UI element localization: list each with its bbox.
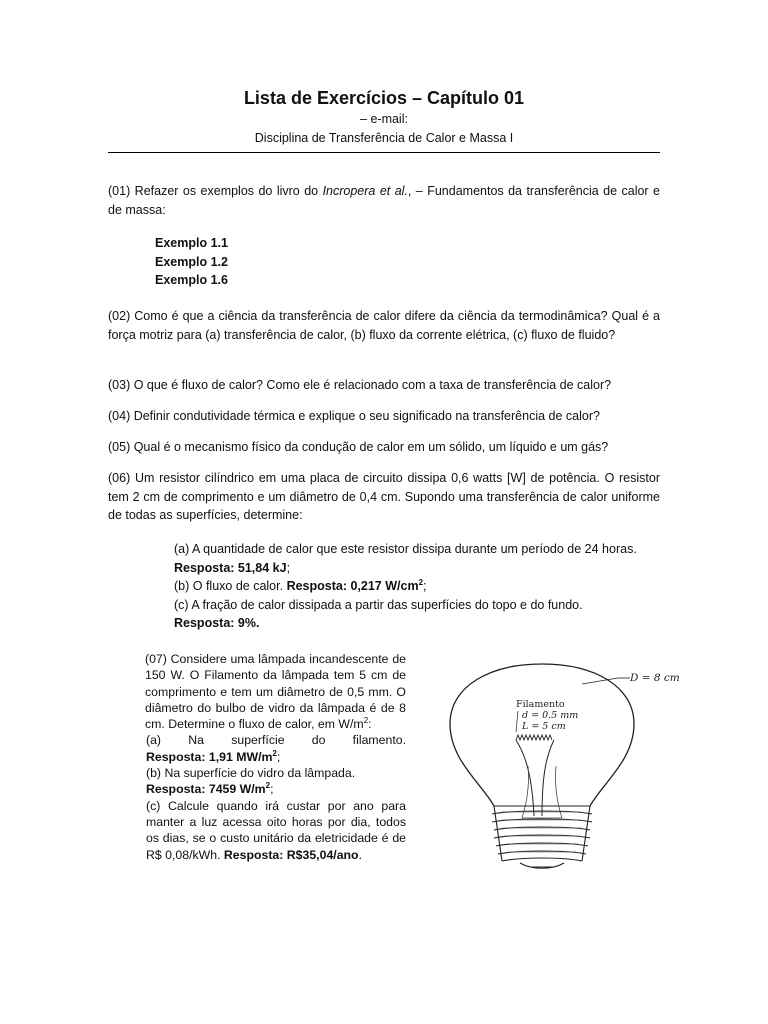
question-05: (05) Qual é o mecanismo físico da condução de calor em um sólido, um líquido e um gás? — [108, 440, 609, 454]
q07-intro-tail: : — [368, 717, 372, 732]
question-01 — [108, 182, 660, 219]
light-bulb-figure — [442, 656, 680, 874]
q07-b-exponent: 2 — [265, 781, 271, 791]
support-wire-right — [542, 740, 554, 816]
header-divider — [108, 152, 660, 153]
q07-b-answer: Resposta: 7459 W/m — [146, 782, 266, 797]
q07-b-text: (b) Na superfície do vidro da lâmpada. — [146, 766, 356, 781]
q07-c-answer: Resposta: R$35,04/ano — [223, 847, 359, 862]
q06-b-answer: Resposta: 0,217 W/cm — [286, 579, 419, 593]
label-filament: Filamento — [516, 699, 565, 710]
q06-b-exponent: 2 — [418, 577, 424, 587]
q07-item-b — [146, 765, 406, 798]
q07-c-tail: . — [358, 847, 362, 862]
q06-b-text: (b) O fluxo de calor. — [174, 579, 287, 593]
question-04: (04) Definir condutividade térmica e explique o seu significado na transferência de calor? — [108, 409, 600, 423]
q07-intro — [145, 651, 406, 732]
q07-b-tail: ; — [270, 782, 274, 797]
question-02: (02) Como é que a ciência da transferência de calor difere da ciência da termodinâmica? Qual é a força motriz para (a) transferência de calor, (b) fluxo da corrente elétrica, (c) fluxo de fluido? — [108, 309, 660, 342]
q07-a-tail: ; — [276, 749, 281, 764]
q06-c-text: (c) A fração de calor dissipada a partir das superfícies do topo e do fundo. — [174, 597, 583, 612]
label-diameter: D = 8 cm — [630, 672, 680, 684]
page-title: Lista de Exercícios – Capítulo 01 — [243, 88, 525, 108]
q06-b-tail: ; — [423, 579, 427, 593]
q01-text-a: (01) Refazer os exemplos do livro do — [108, 184, 323, 198]
question-07 — [146, 651, 406, 863]
email-line: – e-mail: — [360, 112, 408, 126]
q06-c-answer: Resposta: 9%. — [174, 616, 260, 630]
label-filament-length: L = 5 cm — [522, 721, 566, 732]
q01-book-author: Incropera et al. — [322, 184, 408, 198]
q06-item-c — [174, 596, 660, 633]
q06-item-b — [174, 577, 660, 596]
filament-coil — [516, 735, 552, 740]
q07-c-text: (c) Calcule quando irá custar por ano para manter a luz acessa oito horas por dia, todos os dias, se o custo unitário da eletricidade é de R$ 0,08/kWh. — [146, 798, 406, 862]
q06-item-a — [174, 540, 660, 577]
q07-intro-exponent: 2 — [363, 716, 369, 726]
support-wire-left — [516, 740, 534, 816]
q06-a-text: (a) A quantidade de calor que este resistor dissipa durante um período de 24 horas. — [174, 542, 637, 556]
q06-a-answer: Resposta: 51,84 kJ — [174, 560, 287, 575]
question-06: (06) Um resistor cilíndrico em uma placa de circuito dissipa 0,6 watts [W] de potência. O resistor tem 2 cm de comprimento e um diâmetro de 0,4 cm. Supondo uma transferência de calor uniforme de todas as superfícies, determine: — [108, 471, 660, 522]
q06-a-tail: ; — [286, 560, 291, 575]
q07-a-text: (a) Na superfície do filamento. — [146, 733, 406, 748]
discipline-line: Disciplina de Transferência de Calor e Massa I — [254, 131, 514, 145]
q07-a-exponent: 2 — [272, 748, 277, 758]
q01-text-b: , – Fundamentos da transferência de calor e de massa: — [108, 184, 660, 217]
example-list — [155, 234, 228, 290]
q07-item-a — [146, 732, 406, 765]
filament-leader — [516, 711, 518, 732]
list-item: Exemplo 1.6 — [155, 273, 228, 287]
q07-intro-text: (07) Considere uma lâmpada incandescente de 150 W. O Filamento da lâmpada tem 5 cm de comprimento e tem um diâmetro de 0,5 mm. O diâmetro do bulbo de vidro da lâmpada é de 8 cm. Determine o fluxo de calor, em W/m — [145, 652, 406, 732]
q07-item-c — [146, 798, 406, 863]
q07-a-answer: Resposta: 1,91 MW/m — [146, 749, 273, 764]
document-header — [108, 86, 660, 148]
list-item: Exemplo 1.2 — [155, 254, 228, 269]
question-03: (03) O que é fluxo de calor? Como ele é relacionado com a taxa de transferência de calor? — [108, 378, 612, 392]
list-item: Exemplo 1.1 — [155, 236, 228, 250]
label-filament-diameter: d = 0.5 mm — [522, 710, 579, 721]
question-06-items — [174, 540, 660, 633]
